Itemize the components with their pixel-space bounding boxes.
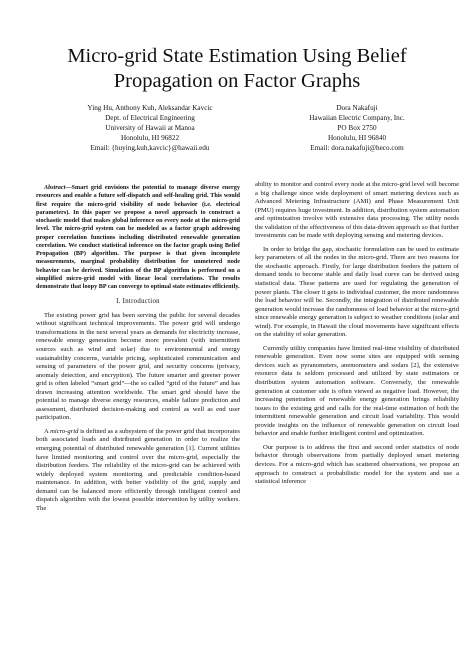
- section-heading: I. Introduction: [116, 298, 160, 306]
- title-line-2: Propagation on Factor Graphs: [113, 69, 361, 92]
- intro-paragraph-5: Currently utility companies have limited real-time visibility of distributed renewable generation. Even now some sites are equipped with sensing devices such as pyranometers, anemometers and sodars [2], the extensive resource data is seldom processed and utilized by state estimators or distribution system automation software. Conversely, the renewable generation at customer side is often viewed as negative load. However, the increasing penetration of renewable energy generation brings reliability issues to the existing grid and calls for the real-time estimation of both the intermittent renewable generation and circuit load variability. This would provide insights on the influence of renewable generation on circuit load behavior and enable further intelligent control and optimization.: [255, 344, 459, 438]
- paragraph-text: is defined as a subsystem of the power grid that incorporates both associated loads and distributed generation in order to realize the emerging potential of distributed renewable generation [1]. Current utilities have limited monitoring and control over the micro-grid, especially the distribution feeders. The reliability of the micro-grid can be achieved with widely deployed system monitoring and predictable condition-based maintenance. In addition, with better visibility of the grid, supply and demand can be balanced more efficiently through intelligent control and dispatch algorithm with the lowest possible intervention by utility workers. The: [36, 427, 240, 512]
- author-names: Dora Nakafuji: [336, 104, 378, 112]
- title-line-1: Micro-grid State Estimation Using Belief: [67, 45, 407, 67]
- paper-title: [0, 44, 474, 93]
- intro-paragraph-2: [36, 428, 240, 513]
- abstract: [36, 184, 240, 291]
- author-box: PO Box 2750: [337, 124, 377, 132]
- author-city: Honolulu, HI 96822: [120, 134, 180, 142]
- left-column: [36, 184, 240, 513]
- right-column: [255, 181, 459, 487]
- abstract-text: —Smart grid envisions the potential to manage diverse energy resources and enable a future self-dispatch and self-healing grid. This would first require the micro-grid visibility of node behavior (i.e. electrical parameters). In this paper we propose a novel approach to construct a stochastic model that makes global inference on every node at the micro-grid level. The micro-grid system can be modeled as a factor graph addressing proper correlation functions including distributed renewable generation correlation. We conduct statistical inference on the factor graph using Belief Propagation (BP) algorithm. The purpose is that given incomplete measurements, marginal probability distribution for unmetered node behavior can be derived. Simulation of the BP algorithm is performed on a simplified micro-grid model with linear local correlations. The results demonstrate that loopy BP can converge to optimal state estimates efficiently.: [36, 184, 240, 290]
- author-block-right: [282, 103, 432, 153]
- paragraph-text: A: [44, 427, 51, 435]
- author-university: University of Hawaii at Manoa: [105, 124, 195, 132]
- author-email: Email: dora.nakafuji@heco.com: [310, 144, 404, 152]
- author-email: Email: {huying,kuh,kavcic}@hawaii.edu: [90, 144, 210, 152]
- intro-paragraph-4: In order to bridge the gap, stochastic formulation can be used to estimate key parameters of all the nodes in the micro-grid. There are two reasons for the stochastic approach. Firstly, for large distribution feeders the pattern of demand tends to become stable and daily load curve can be derived using statistical data. These patterns are used for regulating the generation of power plants. The closer it gets to individual customer, the more randomness the load behavior will be. Secondly, the integration of distributed renewable generation would increase the randomness of load behavior at the micro-grid since renewable energy generation is subject to weather conditions (solar and wind). For example, in Hawaii the cloud movements have significant effects on the stability of solar generation.: [255, 245, 459, 339]
- author-company: Hawaiian Electric Company, Inc.: [309, 114, 405, 122]
- author-city: Honolulu, HI 96840: [327, 134, 387, 142]
- author-dept: Dept. of Electrical Engineering: [105, 114, 195, 122]
- intro-paragraph-6: Our purpose is to address the first and second order statistics of node behavior through observations from partially deployed smart metering devices. For a micro-grid which has scattered observations, we propose an approach to construct a probabilistic model for the system and use a statistical inference: [255, 443, 459, 486]
- emphasis-term: micro-grid: [50, 427, 79, 435]
- author-names: Ying Hu, Anthony Kuh, Aleksandar Kavcic: [87, 104, 213, 112]
- intro-paragraph-1: The existing power grid has been serving the public for several decades without significant technical improvements. The power grid will undergo transformations in the next several years as demands for electricity increase, renewable energy generation become more prevalent (with intermittent sources such as wind and solar) due to environmental and energy sustainability concerns, variable pricing, sophisticated communication and sensing of parameters of the power grid, and security concerns (privacy, anomaly detection, and encryption). The future smarter and greener power grid is often labeled “smart grid”—the so called “grid of the future” and has drawn increasing attention worldwide. The smart grid should have the potential to manage diverse energy resources, enable failure prediction and assessment, distributed decision-making and control as well as end user participation.: [36, 311, 240, 422]
- intro-paragraph-continued: ability to monitor and control every node at the micro-grid level will become a big challenge since wide deployment of smart metering devices such as Advanced Metering Infrastructure (AMI) and Phase Measurement Unit (PMU) requires huge investment. In addition, distribution system automation and optimization involve with extensive data processing. The utility needs the validation of the effectiveness of this data-driven approach so that further investments can be made with deploying sensing and metering devices.: [255, 181, 459, 240]
- abstract-lead: Abstract: [44, 184, 66, 191]
- author-block-left: [60, 103, 240, 153]
